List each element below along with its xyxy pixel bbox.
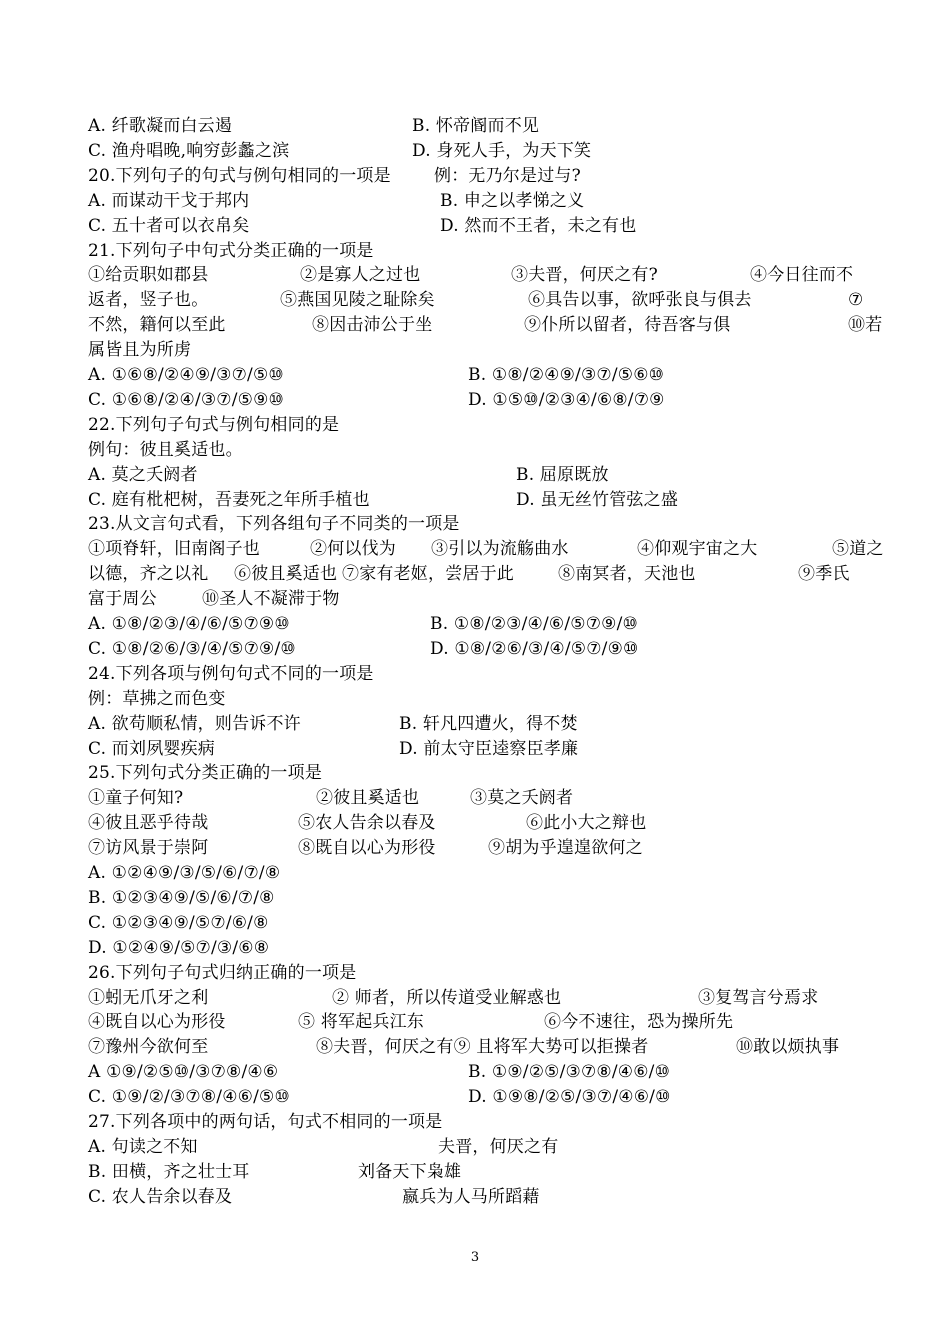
text-segment: C. ①⑥⑧/②④/③⑦/⑤⑨⑩ [88,389,284,410]
text-segment: ③夫晋，何厌之有? [511,265,658,286]
text-segment: A. 莫之夭阏者 [88,464,198,485]
text-segment: ①童子何知? [88,788,184,809]
text-segment: ⑥具告以事，欲呼张良与俱去 [528,290,752,311]
text-segment: C. 农人告余以春及 [88,1186,233,1207]
text-segment: ⑨季氏 [798,564,850,585]
text-segment: ⑩若 [848,315,883,336]
text-segment: ②彼且奚适也 [316,788,420,809]
text-segment: 例：无乃尔是过与? [434,165,581,186]
text-segment: 22.下列句子句式与例句相同的是 [88,414,340,435]
text-segment: D. ①⑨⑧/②⑤/③⑦/④⑥/⑩ [468,1087,671,1108]
text-segment: 26.下列句子句式归纳正确的一项是 [88,962,357,983]
text-segment: ⑩圣人不凝滞于物 [202,589,340,610]
text-segment: A. 欲苟顺私情，则告诉不许 [88,713,301,734]
text-segment: B. ①⑧/②④⑨/③⑦/⑤⑥⑩ [468,365,665,385]
text-segment: ②何以伐为 [310,539,396,560]
text-segment: 返者，竖子也。 [88,290,209,311]
text-segment: D. ①②④⑨/⑤⑦/③/⑥⑧ [88,937,270,958]
text-segment: ⑨胡为乎遑遑欲何之 [488,838,643,859]
text-segment: ③莫之夭阏者 [470,788,574,809]
text-segment: D. ①⑤⑩/②③④/⑥⑧/⑦⑨ [468,389,665,410]
text-segment: ⑧因击沛公于坐 [312,315,433,336]
text-segment: D. 然而不王者，未之有也 [440,215,637,236]
text-segment: ①蚓无爪牙之利 [88,987,209,1008]
text-segment: 20.下列句子的句式与例句相同的一项是 [88,165,391,186]
text-segment: C. ①②③④⑨/⑤⑦/⑥/⑧ [88,912,269,933]
text-segment: ④今日往而不 [750,265,854,286]
text-segment: ⑦家有老妪，尝居于此 [342,564,514,585]
text-segment: 属皆且为所虏 [88,340,192,361]
text-segment: ⑧夫晋，何厌之有⑨ 且将军大势可以拒操者 [316,1037,649,1058]
text-segment: D. 身死人手，为天下笑 [412,140,592,161]
text-segment: 21.下列句子中句式分类正确的一项是 [88,240,374,261]
text-segment: ⑥今不速往，恐为操所先 [544,1012,734,1033]
text-segment: C. ①⑧/②⑥/③/④/⑤⑦⑨/⑩ [88,638,296,659]
text-segment: ①给贡职如郡县 [88,265,209,286]
text-segment: D. ①⑧/②⑥/③/④/⑤⑦/⑨⑩ [430,638,639,659]
text-segment: A. ①⑥⑧/②④⑨/③⑦/⑤⑩ [88,365,284,385]
text-segment: B. ①⑧/②③/④/⑥/⑤⑦⑨/⑩ [430,614,638,634]
text-segment: ②是寡人之过也 [300,265,421,286]
text-segment: A. 而谋动干戈于邦内 [88,190,250,211]
text-segment: ⑤ 将军起兵江东 [298,1012,425,1033]
text-segment: 刘备天下枭雄 [358,1161,462,1182]
text-segment: B. ①⑨/②⑤/③⑦⑧/④⑥/⑩ [468,1062,671,1083]
text-segment: 例：草拂之而色变 [88,688,226,709]
text-segment: ③引以为流觞曲水 [431,539,569,560]
text-segment: ④彼且恶乎待哉 [88,813,209,834]
text-segment: ⑧南冥者，天池也 [558,564,696,585]
text-segment: ⑤道之 [832,539,884,560]
text-segment: A. ①②④⑨/③/⑤/⑥/⑦/⑧ [88,863,281,883]
text-segment: ⑥此小大之辩也 [526,813,647,834]
text-segment: B. 怀帝阍而不见 [412,116,540,136]
text-segment: 富于周公 [88,589,157,610]
text-segment: D. 前太守臣逵察臣孝廉 [399,738,579,759]
text-segment: ⑤燕国见陵之耻除矣 [280,290,435,311]
text-segment: ⑧既自以心为形役 [298,838,436,859]
text-segment: B. 田横，齐之壮士耳 [88,1161,250,1182]
text-segment: C. 五十者可以衣帛矣 [88,215,250,236]
text-segment: ⑦访风景于崇阿 [88,838,209,859]
text-segment: 不然，籍何以至此 [88,315,226,336]
text-segment: ③复驾言兮焉求 [698,987,819,1008]
text-segment: 嬴兵为人马所蹈藉 [402,1186,540,1207]
text-segment: A. ①⑧/②③/④/⑥/⑤⑦⑨⑩ [88,614,290,634]
text-segment: 夫晋，何厌之有 [438,1136,559,1157]
text-segment: B. ①②③④⑨/⑤/⑥/⑦/⑧ [88,887,275,908]
text-segment: 23.从文言句式看，下列各组句子不同类的一项是 [88,514,460,535]
text-segment: C. 渔舟唱晚,响穷彭蠡之滨 [88,140,290,161]
text-segment: A. 句读之不知 [88,1136,198,1157]
text-segment: B. 轩凡四遭火，得不焚 [399,713,578,734]
text-segment: B. 申之以孝悌之义 [440,190,585,211]
text-segment: ④既自以心为形役 [88,1012,226,1033]
text-segment: ⑩敢以烦执事 [736,1037,840,1058]
text-segment: 27.下列各项中的两句话，句式不相同的一项是 [88,1112,443,1132]
text-segment: A. 纤歌凝而白云遏 [88,116,233,136]
text-segment: ④仰观宇宙之大 [637,539,758,560]
text-segment: C. ①⑨/②/③⑦⑧/④⑥/⑤⑩ [88,1087,290,1108]
text-segment: C. 而刘夙婴疾病 [88,738,216,759]
text-segment: ⑥彼且奚适也 [234,564,338,585]
text-segment: ② 师者，所以传道受业解惑也 [332,987,562,1008]
page-number: 3 [470,1250,480,1265]
text-segment: D. 虽无丝竹管弦之盛 [516,489,679,510]
text-segment: A ①⑨/②⑤⑩/③⑦⑧/④⑥ [88,1062,279,1083]
text-segment: B. 屈原既放 [516,464,609,485]
text-segment: 例句：彼且奚适也。 [88,439,243,460]
text-segment: C. 庭有枇杷树，吾妻死之年所手植也 [88,489,370,510]
text-segment: 以德，齐之以礼 [88,564,209,585]
text-segment: ⑦ [848,290,864,311]
text-segment: 25.下列句式分类正确的一项是 [88,763,323,784]
text-segment: 24.下列各项与例句句式不同的一项是 [88,663,374,684]
text-segment: ⑨仆所以留者，待吾客与俱 [524,315,731,336]
text-segment: ⑤农人告余以春及 [298,813,436,834]
text-segment: ⑦豫州今欲何至 [88,1037,209,1058]
text-segment: ①项脊轩，旧南阁子也 [88,539,260,560]
